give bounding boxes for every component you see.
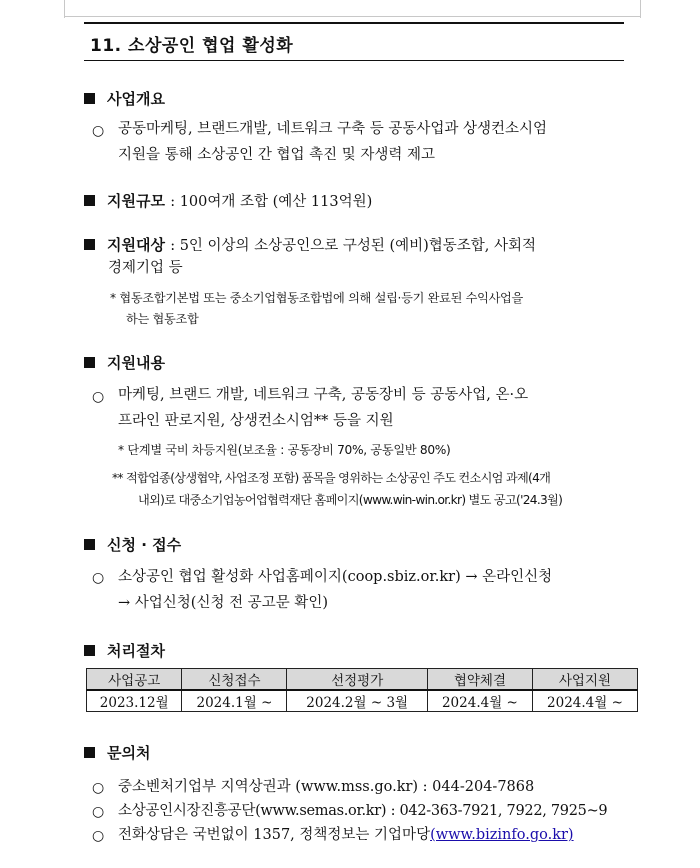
circle-bullet-icon: ○	[92, 780, 105, 796]
circle-bullet-icon: ○	[92, 123, 105, 139]
square-bullet-icon	[84, 195, 95, 206]
circle-bullet-icon: ○	[92, 570, 105, 586]
procedure-header-cell: 사업지원	[532, 669, 637, 691]
contact-line-1: 중소벤처기업부 지역상권과 (www.mss.go.kr) : 044-204-7868	[118, 779, 535, 795]
overview-line-2: 지원을 통해 소상공인 간 협업 촉진 및 자생력 제고	[118, 147, 436, 163]
section-target	[84, 234, 536, 255]
overview-line-1: 공동마케팅, 브랜드개발, 네트워크 구축 등 공동사업과 상생컨소시엄	[118, 121, 548, 137]
contact-line-3-text: 전화상담은 국번없이 1357, 정책정보는 기업마당	[118, 827, 431, 843]
target-note-line-2: 하는 협동조합	[126, 312, 199, 326]
circle-bullet-icon: ○	[92, 389, 105, 405]
content-note-2-line-2: 내외)로 대중소기업농어업협력재단 홈페이지(www.win-win.or.kr) 별도 공고('24.3월)	[138, 493, 563, 507]
square-bullet-icon	[84, 747, 95, 758]
section-heading-text: 지원내용	[107, 354, 165, 372]
contact-line-2: 소상공인시장진흥공단(www.semas.or.kr) : 042-363-7921, 7922, 7925~9	[118, 803, 608, 819]
bizinfo-link[interactable]: (www.bizinfo.go.kr)	[430, 827, 574, 843]
content-note-2-line-1: ** 적합업종(상생협약, 사업조정 포함) 품목을 영위하는 소상공인 주도 컨소시엄 과제(4개	[112, 471, 551, 485]
section-heading-text: 문의처	[107, 744, 151, 762]
section-content-heading	[84, 352, 165, 373]
procedure-value-cell: 2024.2월 ~ 3월	[287, 690, 427, 712]
square-bullet-icon	[84, 539, 95, 550]
procedure-value-cell: 2024.4월 ~	[532, 690, 637, 712]
apply-line-1: 소상공인 협업 활성화 사업홈페이지(coop.sbiz.or.kr) → 온라인신청	[118, 569, 553, 585]
section-heading-text: 신청 · 접수	[107, 536, 182, 554]
section-heading-text: 사업개요	[107, 90, 165, 108]
title-bar	[84, 22, 624, 61]
content-line-1: 마케팅, 브랜드 개발, 네트워크 구축, 공동장비 등 공동사업, 온·오	[118, 387, 529, 403]
page-edge	[64, 16, 640, 17]
section-apply-heading	[84, 534, 181, 555]
content-line-2: 프라인 판로지원, 상생컨소시엄** 등을 지원	[118, 413, 394, 429]
procedure-value-cell: 2024.4월 ~	[427, 690, 532, 712]
section-heading-text: 처리절차	[107, 642, 165, 660]
section-heading-text: 지원대상	[107, 236, 165, 254]
procedure-table	[86, 668, 638, 712]
section-overview-heading	[84, 88, 165, 109]
procedure-header-row	[87, 669, 638, 691]
procedure-value-row	[87, 690, 638, 712]
section-scale	[84, 190, 372, 211]
target-text-line-1: : 5인 이상의 소상공인으로 구성된 (예비)협동조합, 사회적	[170, 238, 537, 254]
procedure-header-cell: 사업공고	[87, 669, 182, 691]
scale-text: : 100여개 조합 (예산 113억원)	[170, 194, 373, 210]
procedure-header-cell: 선정평가	[287, 669, 427, 691]
content-note-1: * 단계별 국비 차등지원(보조율 : 공동장비 70%, 공동일반 80%)	[118, 443, 451, 457]
target-note-line-1: * 협동조합기본법 또는 중소기업협동조합법에 의해 설립·등기 완료된 수익사업을	[110, 291, 523, 305]
circle-bullet-icon: ○	[92, 828, 105, 844]
page-edge-left	[64, 0, 65, 18]
procedure-header-cell: 협약체결	[427, 669, 532, 691]
apply-line-2: → 사업신청(신청 전 공고문 확인)	[118, 595, 328, 611]
circle-bullet-icon: ○	[92, 804, 105, 820]
square-bullet-icon	[84, 357, 95, 368]
procedure-value-cell: 2023.12월	[87, 690, 182, 712]
procedure-value-cell: 2024.1월 ~	[182, 690, 287, 712]
target-text-line-2: 경제기업 등	[108, 260, 183, 276]
procedure-header-cell: 신청접수	[182, 669, 287, 691]
square-bullet-icon	[84, 239, 95, 250]
square-bullet-icon	[84, 93, 95, 104]
section-contact-heading	[84, 742, 150, 763]
section-procedure-heading	[84, 640, 165, 661]
page-title: 11. 소상공인 협업 활성화	[90, 36, 294, 56]
page-edge-right	[640, 0, 641, 18]
square-bullet-icon	[84, 645, 95, 656]
section-heading-text: 지원규모	[107, 192, 165, 210]
contact-line-3	[118, 822, 574, 848]
